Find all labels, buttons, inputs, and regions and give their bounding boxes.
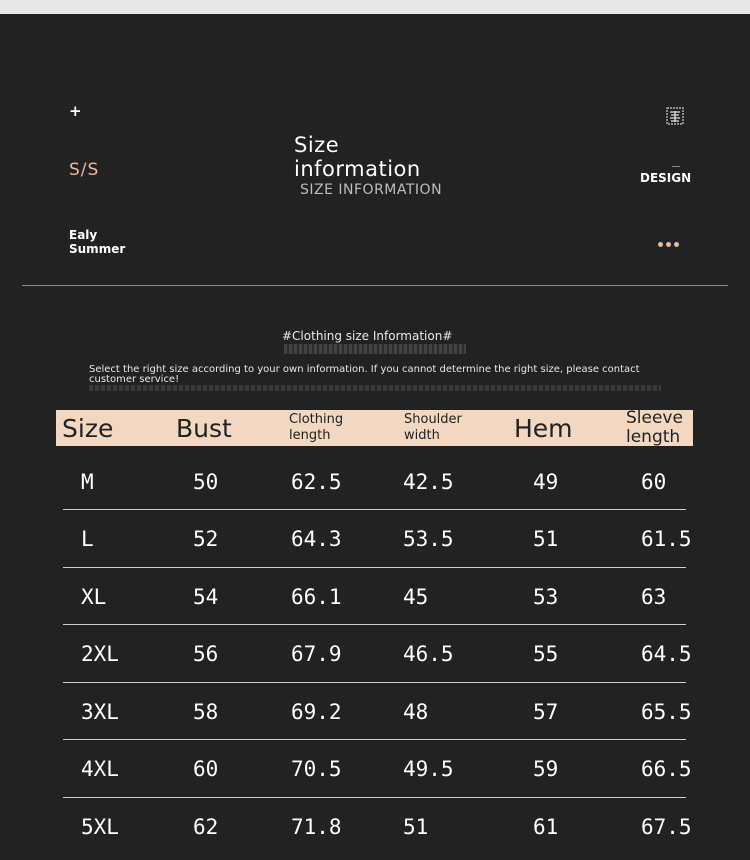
size-note: Select the right size according to your own information. If you cannot determine the right size, please contact customer service! — [89, 364, 640, 385]
column-header — [289, 410, 343, 446]
table-cell: 67.5 — [641, 814, 692, 839]
size-note-reflection — [89, 385, 661, 391]
table-cell: 51 — [403, 814, 429, 839]
column-header — [404, 410, 462, 446]
column-header-label — [514, 414, 573, 443]
table-cell: 48 — [403, 699, 429, 724]
column-header-line: length — [289, 428, 331, 443]
column-header-line: Size — [62, 413, 114, 443]
table-cell: 50 — [193, 469, 219, 494]
column-header-line: Shoulder — [404, 412, 462, 427]
season-label: S/S — [69, 160, 100, 180]
table-cell: 52 — [193, 527, 219, 551]
table-cell: 42.5 — [403, 469, 454, 494]
table-row — [63, 798, 692, 855]
table-cell: 67.9 — [291, 642, 342, 666]
table-cell: 59 — [533, 757, 559, 781]
table-cell: 61 — [533, 814, 559, 839]
column-header-line: width — [404, 428, 440, 443]
size-info-page — [0, 14, 750, 860]
column-header — [176, 410, 232, 446]
eyebrow-line-2: Summer — [69, 242, 126, 256]
table-cell: 3XL — [81, 699, 119, 724]
table-cell: 70.5 — [291, 757, 342, 781]
table-cell: 64.5 — [641, 642, 692, 666]
table-cell: 69.2 — [291, 699, 342, 724]
early-summer-label — [69, 228, 125, 256]
column-header-label — [626, 409, 683, 447]
table-cell: 65.5 — [641, 699, 692, 724]
table-row — [63, 741, 692, 798]
section-title: #Clothing size Information# — [282, 329, 453, 343]
column-header-label — [176, 414, 232, 443]
table-cell: 53.5 — [403, 527, 454, 551]
more-dots-icon — [658, 242, 679, 247]
table-cell: 64.3 — [291, 527, 342, 551]
table-cell: L — [81, 527, 94, 551]
plus-icon: + — [69, 102, 82, 120]
design-dash — [672, 166, 680, 167]
table-row — [63, 453, 686, 510]
table-cell: 61.5 — [641, 527, 692, 551]
eyebrow-line-1: Ealy — [69, 228, 98, 242]
column-header — [626, 410, 683, 446]
seal-icon — [665, 106, 685, 126]
table-cell: 53 — [533, 584, 559, 609]
dot — [674, 242, 679, 247]
table-cell: 56 — [193, 642, 219, 666]
table-cell: 45 — [403, 584, 429, 609]
table-row — [63, 626, 692, 683]
column-header-line: Sleeve — [626, 408, 683, 428]
column-header-line: Hem — [514, 413, 573, 443]
table-cell: 49 — [533, 469, 559, 494]
dot — [658, 242, 663, 247]
section-title-reflection — [284, 344, 466, 354]
table-cell: 60 — [641, 469, 667, 494]
table-cell: 60 — [193, 757, 219, 781]
title-line-1: Size — [294, 133, 340, 157]
table-cell: 62.5 — [291, 469, 342, 494]
size-table-header — [56, 410, 693, 446]
table-cell: 5XL — [81, 814, 119, 839]
column-header-label — [289, 412, 343, 444]
column-header-label — [404, 412, 462, 444]
table-cell: 57 — [533, 699, 559, 724]
table-cell: 66.5 — [641, 757, 692, 781]
table-cell: XL — [81, 584, 107, 609]
table-cell: 54 — [193, 584, 219, 609]
table-cell: 63 — [641, 584, 667, 609]
table-row — [63, 568, 686, 625]
table-cell: 46.5 — [403, 642, 454, 666]
table-cell: 62 — [193, 814, 219, 839]
header-divider — [22, 285, 728, 286]
title-line-2: information — [294, 157, 421, 181]
table-cell: 71.8 — [291, 814, 342, 839]
table-row — [63, 511, 692, 568]
page-title — [294, 133, 421, 181]
dot — [666, 242, 671, 247]
table-row — [63, 683, 692, 740]
column-header-line: length — [626, 427, 681, 447]
table-cell: 51 — [533, 527, 559, 551]
page-subtitle: SIZE INFORMATION — [300, 182, 443, 198]
table-cell: 58 — [193, 699, 219, 724]
table-cell: M — [81, 469, 94, 494]
column-header — [62, 410, 113, 446]
table-cell: 2XL — [81, 642, 119, 666]
column-header-line: Clothing — [289, 412, 344, 427]
table-cell: 66.1 — [291, 584, 342, 609]
table-cell: 4XL — [81, 757, 119, 781]
design-label: DESIGN — [640, 171, 692, 185]
column-header-label — [62, 414, 113, 443]
table-cell: 49.5 — [403, 757, 454, 781]
table-cell: 55 — [533, 642, 559, 666]
column-header-line: Bust — [176, 413, 232, 443]
column-header — [514, 410, 573, 446]
